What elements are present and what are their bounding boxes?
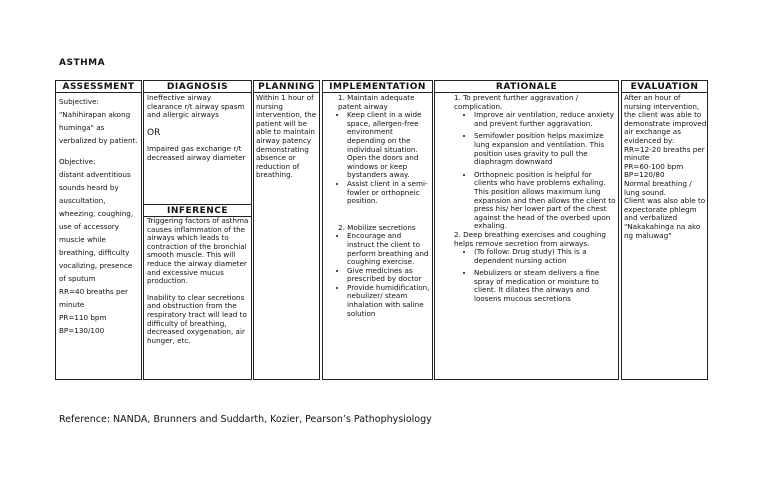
rationale-bullet: • Semifowler position helps maximize lung expansion and ventilation. This position uses gravity to pull the diaphragm downward xyxy=(474,132,616,166)
evaluation-item: PR=60-100 bpm xyxy=(624,161,684,171)
diagnosis-or: OR xyxy=(147,127,161,138)
implementation-item-1: 1. Maintain adequate patent airway xyxy=(338,93,415,111)
evaluation-item: Normal breathing / lung sound. xyxy=(624,178,692,197)
implementation-item-2: 2. Mobilize secretions xyxy=(338,222,416,232)
implementation-bullet: • Assist client in a semi-fowler or orthopneic position. xyxy=(347,180,430,206)
implementation-bullet: • Encourage and instruct the client to perform breathing and coughing exercise. xyxy=(347,232,430,266)
planning-text: Within 1 hour of nursing intervention, the patient will be able to maintain airway patency demonstrating absence or reduction of breathing. xyxy=(256,93,317,180)
evaluation-item: BP=120/80 xyxy=(624,170,665,180)
subjective-quote: "Nahihirapan akong huminga" as verbalized by patient. xyxy=(59,110,138,145)
implementation-bullet: • Provide humidification, nebulizer/ steam inhalation with saline solution xyxy=(347,284,430,318)
rationale-2: 2. Deep breathing exercises and coughing helps remove secretion from airways. xyxy=(454,229,606,248)
planning-content xyxy=(256,94,318,180)
rationale-bullet: • Nebulizers or steam delivers a fine spray of medication or moisture to client. It dilates the airways and loosens mucous secretions xyxy=(474,269,616,303)
reference-text: Reference: NANDA, Brunners and Suddarth, Kozier, Pearson’s Pathophysiology xyxy=(59,414,432,425)
objective-item: PR=110 bpm xyxy=(59,313,107,322)
rationale-1: 1. To prevent further aggravation / complication. xyxy=(454,93,579,111)
inference-text-1: Triggering factors of asthma causes inflammation of the airways which leads to contraction of the bronchial smooth muscle. This will reduce the airway diameter and excessive mucus production. xyxy=(147,216,249,286)
implementation-content xyxy=(338,94,430,318)
objective-item: BP=130/100 xyxy=(59,326,105,335)
inference-header: INFERENCE xyxy=(143,204,252,217)
objective-item: breathing, difficulty vocalizing, presence of sputum xyxy=(59,248,133,283)
evaluation-text: After an hour of nursing intervention, the client was able to demonstrate improved air exchange as evidenced by: xyxy=(624,93,707,145)
inference-text-2: Inability to clear secretions and obstruction from the respiratory tract will lead to difficulty of breathing, decreased oxygenation, air hunger, etc. xyxy=(147,292,247,345)
page-title: ASTHMA xyxy=(59,58,106,68)
implementation-bullet: • Give medicines as prescribed by doctor xyxy=(347,267,430,284)
assessment-content xyxy=(59,95,139,337)
inference-content xyxy=(147,217,249,345)
evaluation-header: EVALUATION xyxy=(621,80,708,93)
assessment-header: ASSESSMENT xyxy=(55,80,142,93)
implementation-bullet: • Keep client in a wide space, allergen-free environment depending on the individual situation. Open the doors and windows or keep bystanders away. xyxy=(347,111,430,180)
subjective-label: Subjective: xyxy=(59,97,99,106)
diagnosis-2: Impaired gas exchange r/t decreased airway diameter xyxy=(147,144,246,162)
objective-item: distant adventitious sounds heard by auscultation, xyxy=(59,170,131,205)
objective-item: RR=40 breaths per minute xyxy=(59,287,128,309)
rationale-bullet: • Improve air ventilation, reduce anxiety and prevent further aggravation. xyxy=(474,111,616,128)
evaluation-item: RR=12-20 breaths per minute xyxy=(624,144,705,163)
planning-header: PLANNING xyxy=(253,80,320,93)
rationale-content xyxy=(454,94,616,304)
evaluation-item: Client was also able to expectorate phlegm and verbalized "Nakakahinga na ako ng maluwag" xyxy=(624,196,706,240)
rationale-bullet: • Orthopneic position is helpful for clients who have problems exhaling. This position allows maximum lung expansion and then allows the client to press his/ her lower part of the chest against the head of the overbed upon exhaling. xyxy=(474,171,616,231)
objective-label: Objective: xyxy=(59,157,96,166)
evaluation-content xyxy=(624,94,708,240)
diagnosis-content xyxy=(147,94,247,163)
objective-item: wheezing, coughing, use of accessory muscle while xyxy=(59,209,134,244)
implementation-header: IMPLEMENTATION xyxy=(322,80,433,93)
diagnosis-header: DIAGNOSIS xyxy=(143,80,252,93)
rationale-bullet: • (To follow: Drug study) This is a dependent nursing action xyxy=(474,248,616,265)
rationale-header: RATIONALE xyxy=(434,80,619,93)
diagnosis-1: Ineffective airway clearance r/t airway spasm and allergic airways xyxy=(147,93,245,120)
